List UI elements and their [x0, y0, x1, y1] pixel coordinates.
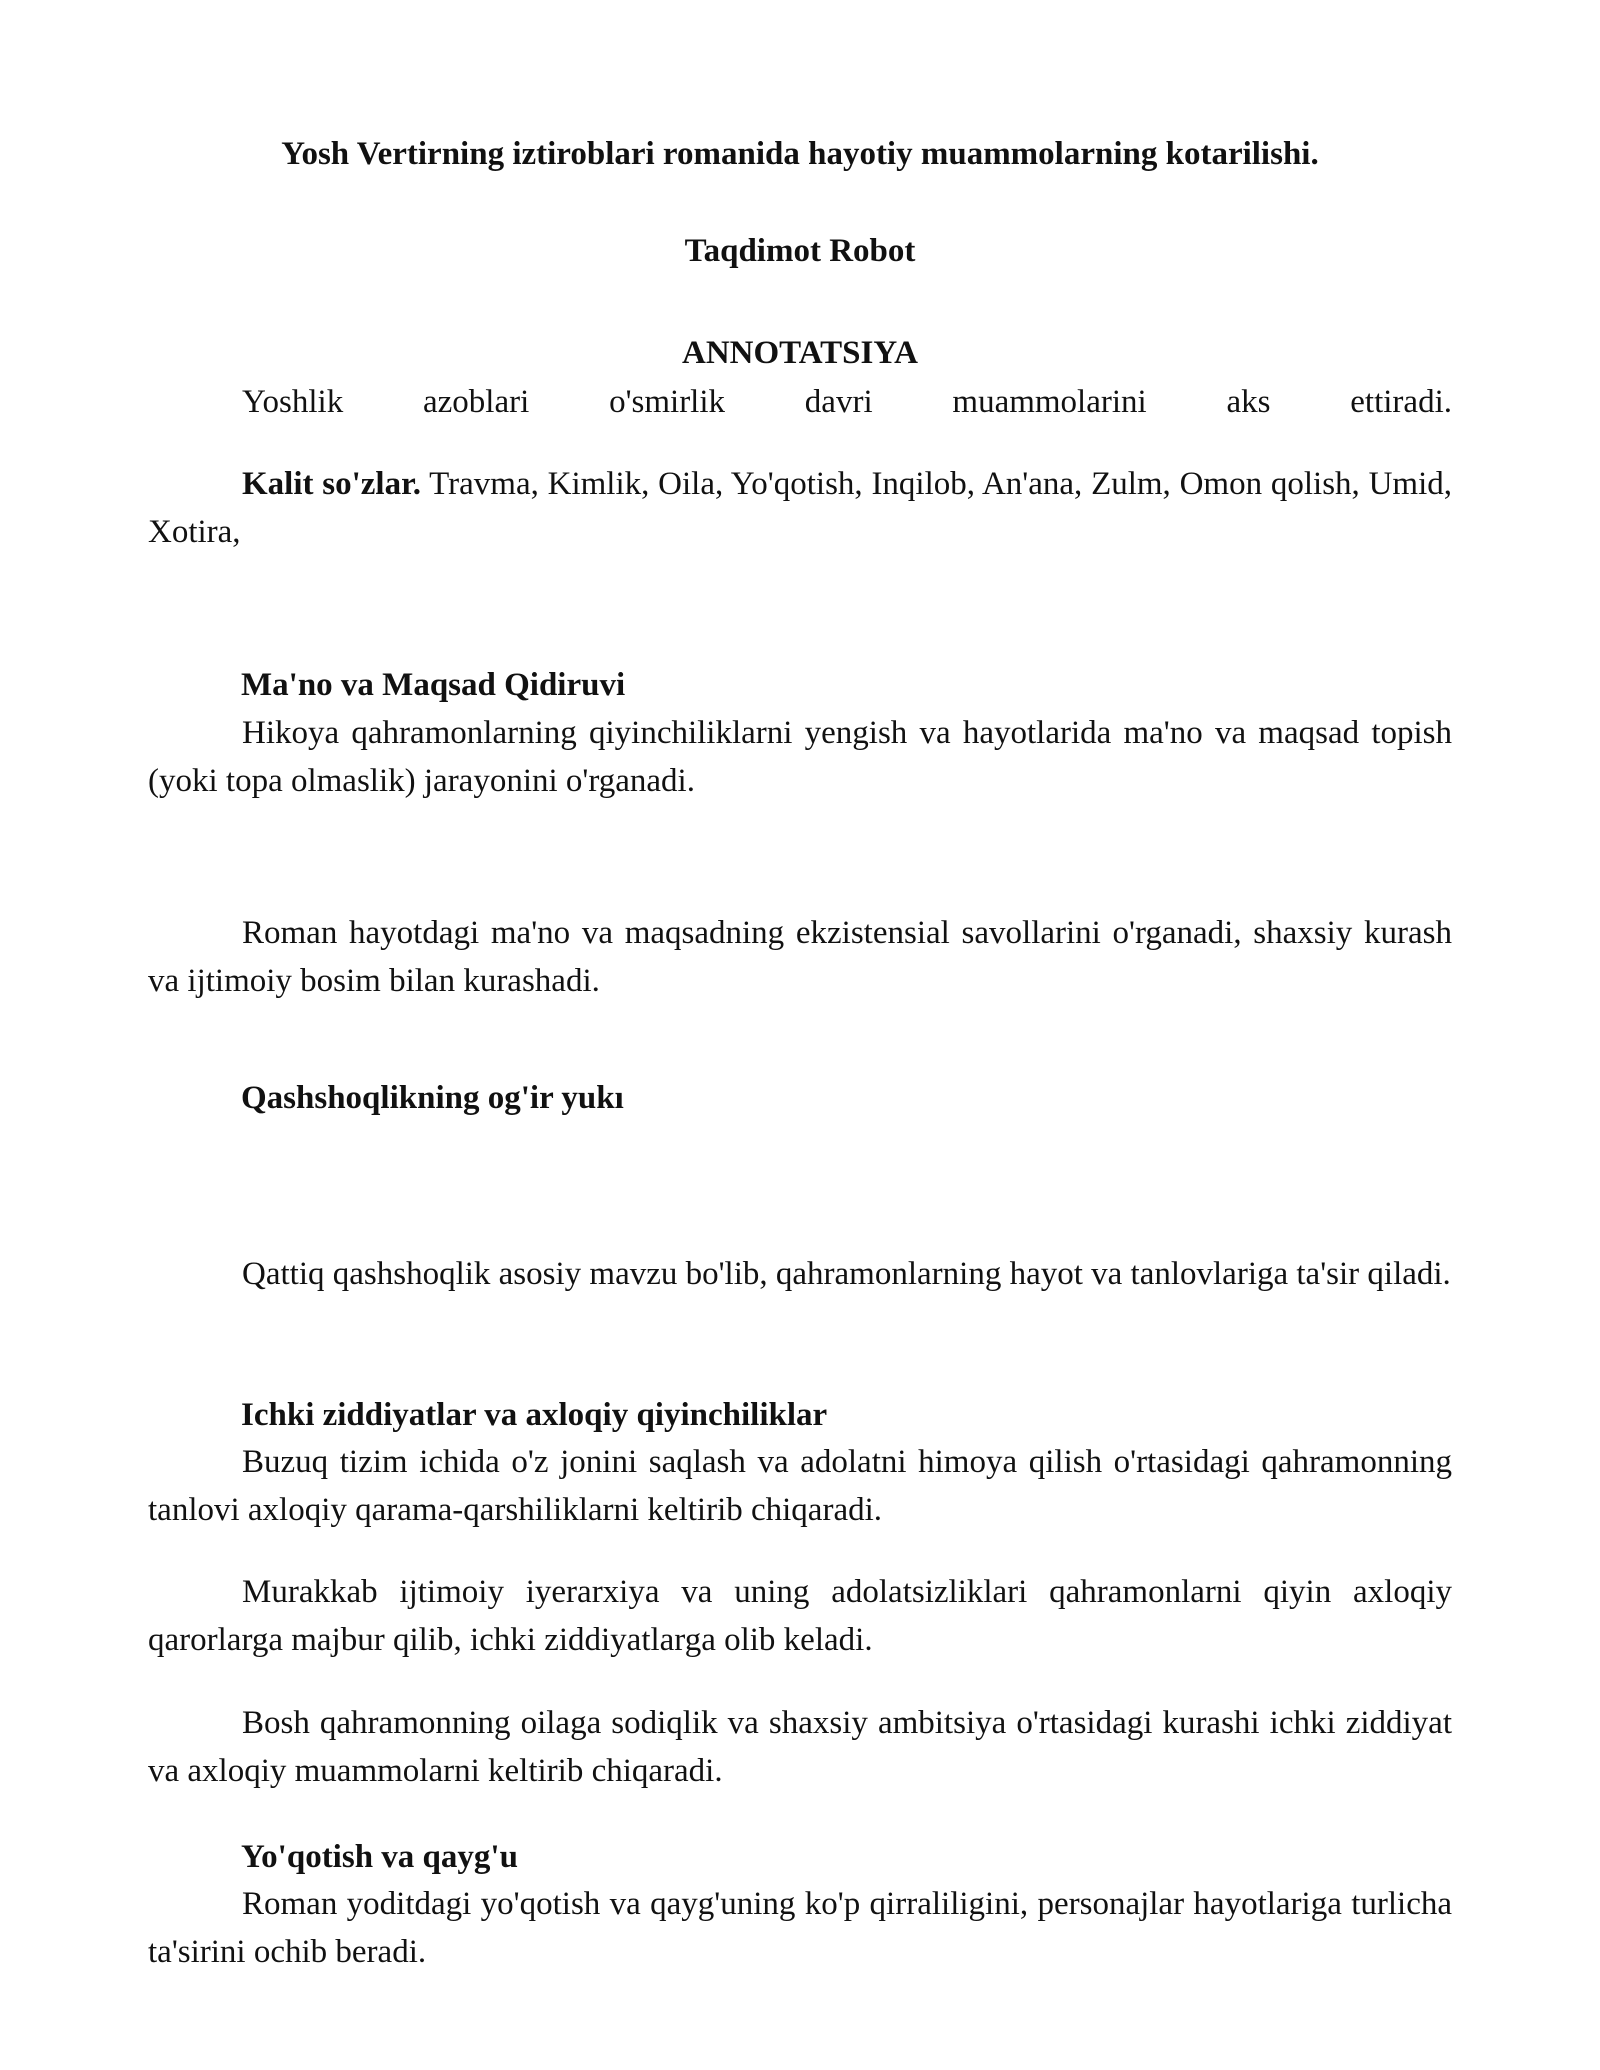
annotation-text: Yoshlik azoblari o'smirlik davri muammolarini aks ettiradi. — [242, 384, 1452, 420]
section-heading-loss-grief: Yo'qotish va qayg'u — [241, 1839, 518, 1875]
paragraph: Buzuq tizim ichida o'z jonini saqlash va adolatni himoya qilish o'rtasidagi qahramonning tanlovi axloqiy qarama-qarshiliklarni keltirib chiqaradi. — [148, 1444, 1452, 1528]
paragraph: Roman hayotdagi ma'no va maqsadning ekzistensial savollarini o'rganadi, shaxsiy kurash va ijtimoiy bosim bilan kurashadi. — [148, 915, 1452, 999]
paragraph: Qattiq qashshoqlik asosiy mavzu bo'lib, qahramonlarning hayot va tanlovlariga ta'sir qiladi. — [242, 1256, 1451, 1292]
section-heading-inner-conflicts: Ichki ziddiyatlar va axloqiy qiyinchiliklar — [241, 1397, 828, 1433]
paragraph: Roman yoditdagi yo'qotish va qayg'uning ko'p qirraliligini, personajlar hayotlariga turlicha ta'sirini ochib beradi. — [148, 1886, 1452, 1970]
author-line: Taqdimot Robot — [684, 233, 916, 269]
paragraph: Murakkab ijtimoiy iyerarxiya va uning adolatsizliklari qahramonlarni qiyin axloqiy qarorlarga majbur qilib, ichki ziddiyatlarga olib keladi. — [148, 1574, 1452, 1658]
annotation-heading: ANNOTATSIYA — [682, 335, 918, 371]
section-heading-meaning: Ma'no va Maqsad Qidiruvi — [241, 667, 626, 703]
keywords-paragraph — [148, 460, 1452, 556]
paragraph: Bosh qahramonning oilaga sodiqlik va shaxsiy ambitsiya o'rtasidagi kurashi ichki ziddiyat va axloqiy muammolarni keltirib chiqaradi. — [148, 1705, 1452, 1789]
keywords-text: Travma, Kimlik, Oila, Yo'qotish, Inqilob, An'ana, Zulm, Omon qolish, Umid, Xotira, — [148, 466, 1452, 550]
document-title: Yosh Vertirning iztiroblari romanida hayotiy muammolarning kotarilishi. — [281, 136, 1319, 172]
paragraph: Hikoya qahramonlarning qiyinchiliklarni yengish va hayotlarida ma'no va maqsad topish (yoki topa olmaslik) jarayonini o'rganadi. — [148, 715, 1452, 799]
keywords-label: Kalit so'zlar. — [242, 466, 421, 502]
section-heading-poverty: Qashshoqlikning og'ir yukı — [241, 1080, 624, 1116]
